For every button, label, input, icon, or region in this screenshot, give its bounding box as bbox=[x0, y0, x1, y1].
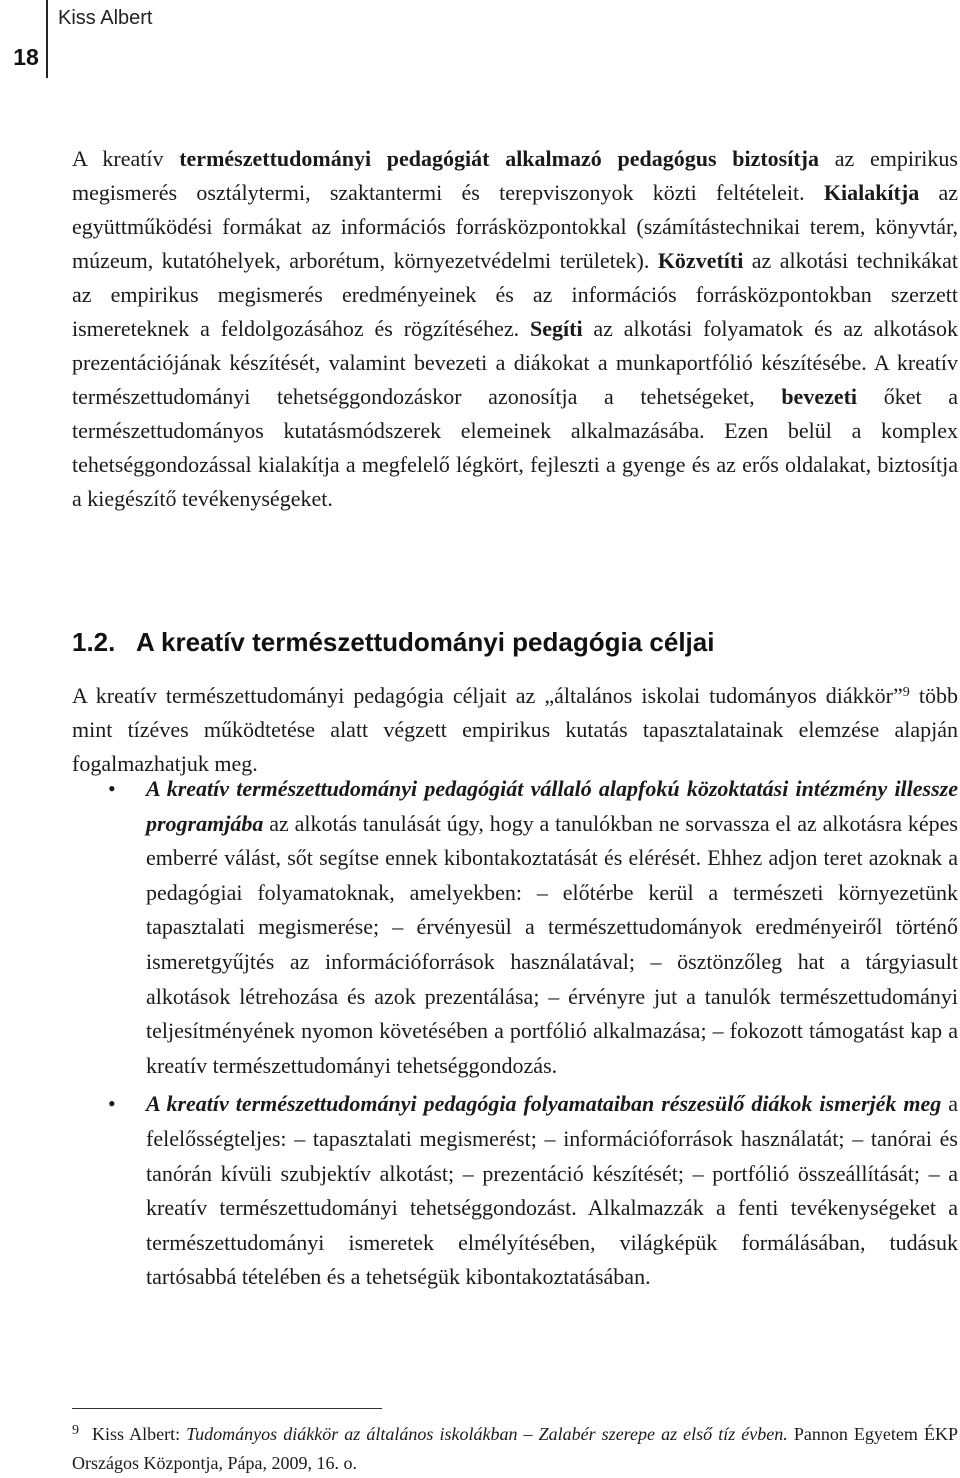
text-run: Pannon Egyetem ÉKP Országos Központja, Pápa, 2009, 16. o. bbox=[72, 1424, 958, 1473]
goals-bullet-list bbox=[72, 772, 958, 1295]
running-head-author: Kiss Albert bbox=[58, 7, 153, 29]
list-item bbox=[72, 772, 958, 1083]
section-title: A kreatív természettudományi pedagógia céljai bbox=[136, 627, 715, 657]
footnote-number: 9 bbox=[72, 1423, 79, 1438]
section-number: 1.2. bbox=[72, 627, 116, 657]
text-run: az alkotási folyamatok és az alkotások prezentációjának készítését, valamint bevezeti a diákokat a munkaportfólió készítésébe. A kreatív természettudományi tehetséggondozáskor azonosítja a tehetségeket, bbox=[72, 316, 958, 409]
paragraph-intro bbox=[72, 142, 958, 516]
paragraph-aims bbox=[72, 676, 958, 781]
bullet-text bbox=[146, 1091, 958, 1289]
bold-text: természettudományi pedagógiát alkalmazó pedagógus biztosítja bbox=[179, 146, 819, 171]
list-item bbox=[72, 1087, 958, 1295]
text-run: az alkotás tanulását úgy, hogy a tanulókban ne sorvassza el az alkotásra képes emberré válást, sőt segítse ennek kibontakoztatását és elérését. Ehhez adjon teret azoknak a pedagógiai folyamatoknak, amelyekben: – előtérbe kerül a természeti környezetünk tapasztalati megismerése; – érvényesül a természettudományok eredményeiről történő ismeretgyűjtés az információforrások használatával; – ösztönzőleg hat a tárgyiasult alkotások létrehozása és azok prezentálása; – érvényre jut a tanulók természettudományi teljesítményének nyomon követésében a portfólió alkalmazása; – fokozott támogatást kap a kreatív természettudományi tehetséggondozás. bbox=[146, 810, 958, 1078]
footnote-divider bbox=[72, 1408, 382, 1409]
text-run: az empirikus megismerés osztálytermi, szaktantermi és terepviszonyok közti feltételeit. bbox=[72, 146, 958, 205]
text-run: A kreatív természettudományi pedagógia céljait az „általános iskolai tudományos diákkör” bbox=[72, 683, 903, 708]
bullet-icon: • bbox=[108, 776, 116, 801]
text-run: az együttműködési formákat az információs forrásközpontokkal (számítástechnikai terem, könyvtár, múzeum, kutatóhelyek, arborétum, környezetvédelmi területek). bbox=[72, 180, 958, 273]
bold-text: Kialakítja bbox=[823, 180, 920, 205]
bold-text: Segíti bbox=[530, 316, 583, 341]
bold-text: bevezeti bbox=[781, 384, 858, 409]
header-divider bbox=[46, 0, 48, 78]
text-run: több mint tízéves működtetése alatt végzett empirikus kutatás tapasztalatainak elemzése alapján fogalmazhatjuk meg. bbox=[72, 683, 958, 776]
text-run: őket a természettudományos kutatásmódszerek elemeinek alkalmazásába. Ezen belül a komplex tehetséggondozással kialakítja a megfelelő légkört, fejleszti a gyenge és az erős oldalakat, biztosítja a kiegészítő tevékenységeket. bbox=[72, 384, 958, 511]
page-number: 18 bbox=[13, 44, 39, 70]
text-run: Kiss Albert: bbox=[92, 1424, 187, 1444]
bullet-text bbox=[146, 776, 958, 1078]
bullet-icon: • bbox=[108, 1091, 116, 1117]
text-run: az alkotási technikákat az empirikus megismerés eredményeinek és az információs forrásközpontokban szerzett ismereteknek a feldolgozásához és rögzítéséhez. bbox=[72, 248, 958, 341]
bold-text: Közvetíti bbox=[657, 248, 744, 273]
italic-text: Tudományos diákkör az általános iskolákban – Zalabér szerepe az első tíz évben. bbox=[186, 1424, 788, 1444]
bold-italic-text: A kreatív természettudományi pedagógiát vállaló alapfokú közoktatási intézmény illessze programjába bbox=[146, 776, 958, 836]
bold-italic-text: A kreatív természettudományi pedagógia folyamataiban részesülő diákok ismerjék meg bbox=[146, 1091, 942, 1117]
text-run: a felelősségteljes: – tapasztalati megismerést; – információforrások használatát; – tanórai és tanórán kívüli szubjektív alkotást; – prezentáció készítését; – portfólió összeállítását; – a kreatív természettudományi tehetséggondozást. Alkalmazzák a fenti tevékenységeket a természettudományi ismeretek elmélyítésében, világképük formálásában, tudásuk tartósabbá tételében és a tehetségük kibontakoztatásában. bbox=[146, 1091, 959, 1290]
footnote bbox=[72, 1416, 958, 1478]
section-heading bbox=[72, 622, 952, 662]
footnote-text bbox=[72, 1424, 958, 1473]
text-run: A kreatív bbox=[72, 146, 180, 171]
footnote-reference: 9 bbox=[902, 685, 910, 700]
